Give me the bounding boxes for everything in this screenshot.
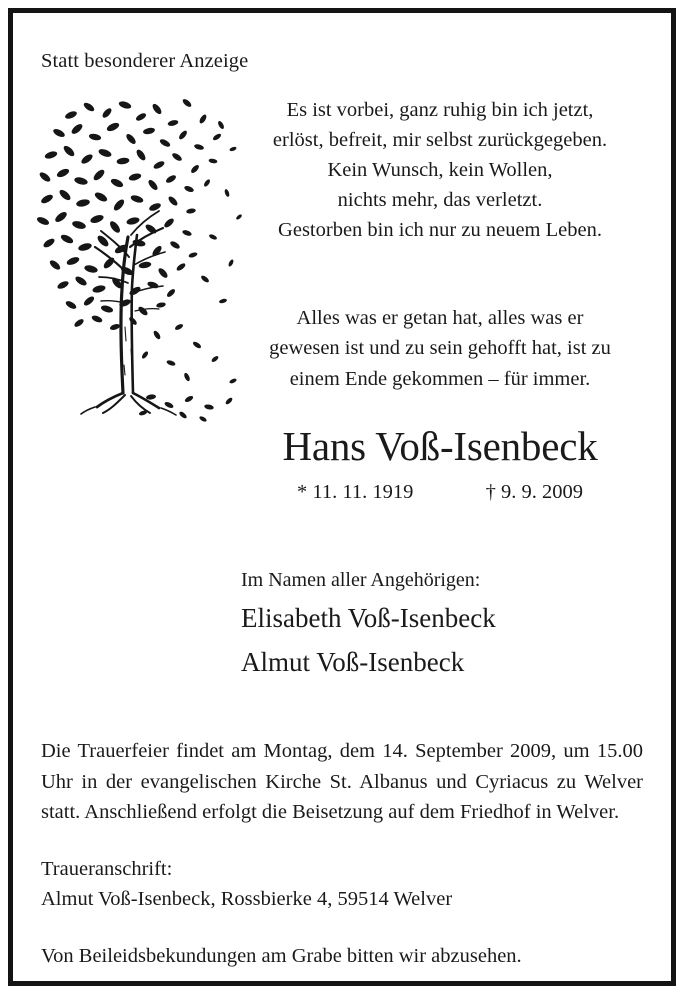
contact-address: Almut Voß-Isenbeck, Rossbierke 4, 59514 Welver	[41, 887, 453, 910]
contact-block	[41, 854, 643, 914]
mourners-intro: Im Namen aller Angehörigen:	[241, 569, 481, 592]
verse-primary-line: erlöst, befreit, mir selbst zurückgegeben.	[272, 128, 608, 151]
death-symbol: †	[485, 480, 496, 503]
verse-secondary-line: einem Ende gekommen – für immer.	[289, 367, 591, 390]
verse-primary	[237, 95, 643, 246]
verse-primary-line: Gestorben bin ich nur zu neuem Leben.	[278, 219, 602, 242]
birth-symbol: *	[297, 480, 308, 503]
life-dates	[237, 479, 643, 506]
verse-primary-line: Kein Wunsch, kein Wollen,	[327, 158, 553, 181]
mourner-name: Elisabeth Voß-Isenbeck	[241, 603, 496, 634]
mourners-section	[241, 567, 643, 680]
verse-secondary	[237, 245, 643, 393]
service-details: Die Trauerfeier findet am Montag, dem 14. September 2009, um 15.00 Uhr in der evangelischen Kirche St. Albanus und Cyriacus zu Welver statt. Anschließend erfolgt die Beisetzung auf dem Friedhof in Welver.	[41, 740, 643, 823]
hero-section	[41, 95, 643, 506]
verse-secondary-line: gewesen ist und zu sein gehofft hat, ist zu	[269, 337, 611, 360]
notice-eyebrow: Statt besonderer Anzeige	[41, 50, 249, 72]
closing-note: Von Beileidsbekundungen am Grabe bitten wir abzusehen.	[41, 945, 522, 968]
contact-label: Traueranschrift:	[41, 857, 173, 880]
verse-secondary-line: Alles was er getan hat, alles was er	[296, 307, 584, 330]
death-date: 9. 9. 2009	[500, 480, 583, 503]
notice-content	[13, 13, 671, 981]
mourner-name: Almut Voß-Isenbeck	[241, 646, 465, 677]
birth-date: 11. 11. 1919	[312, 480, 414, 503]
tree-illustration	[37, 97, 249, 427]
verse-primary-line: nichts mehr, das verletzt.	[337, 189, 543, 211]
verse-primary-line: Es ist vorbei, ganz ruhig bin ich jetzt,	[286, 98, 594, 121]
deceased-name: Hans Voß-Isenbeck	[282, 422, 598, 469]
notice-border-frame	[8, 8, 676, 986]
